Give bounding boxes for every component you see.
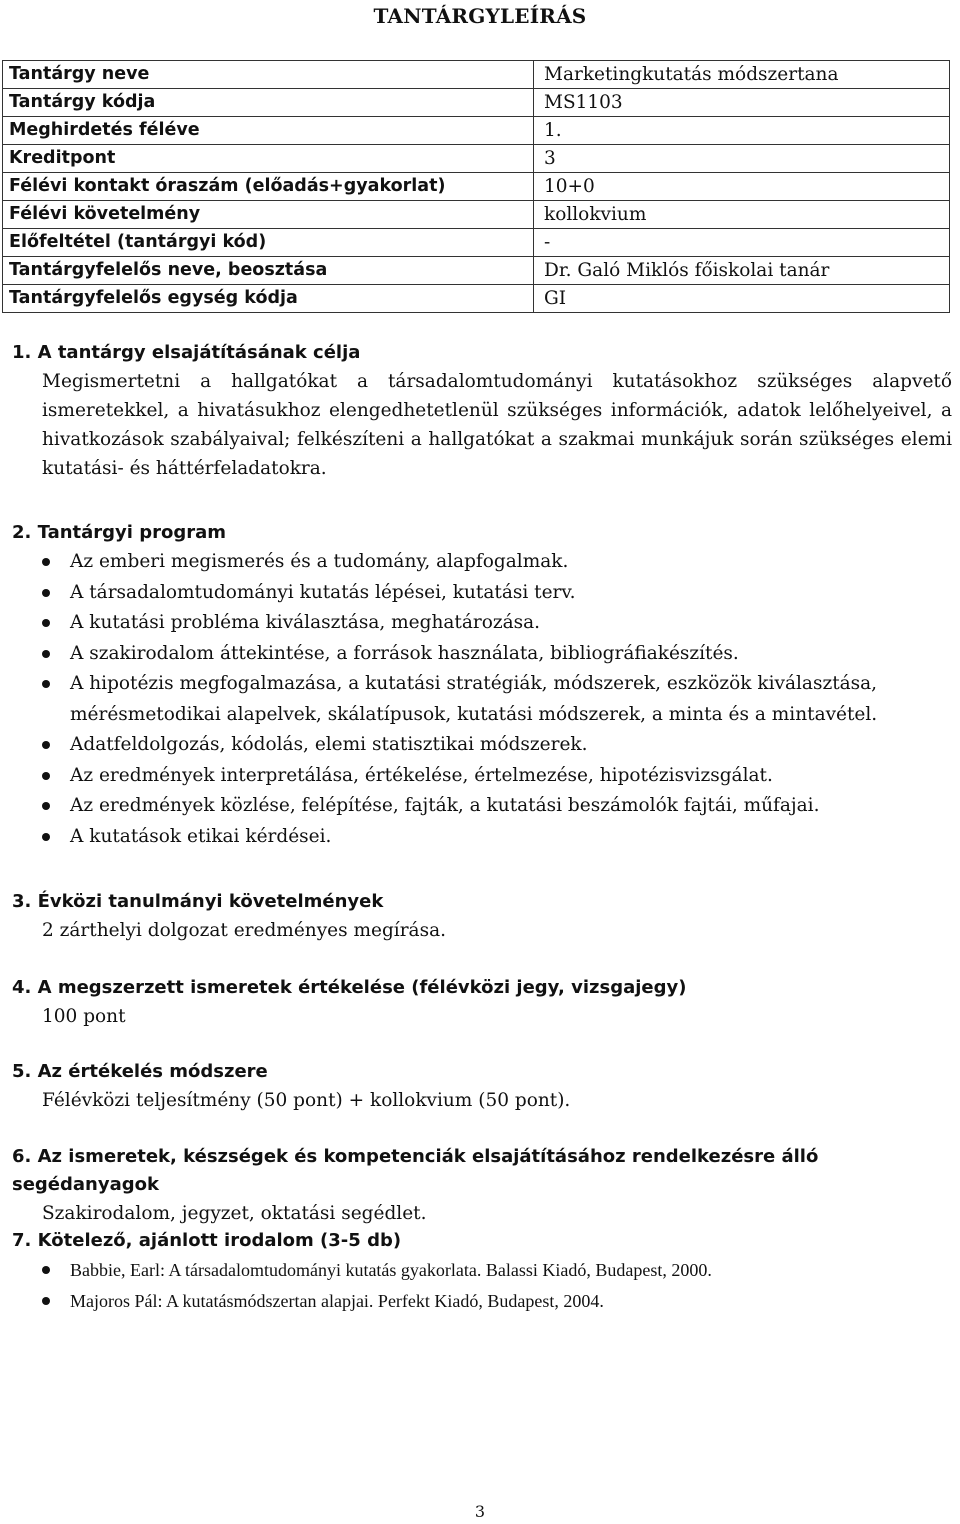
section-heading: 5. Az értékelés módszere xyxy=(12,1061,268,1082)
info-value: MS1103 xyxy=(534,89,950,117)
info-value: 1. xyxy=(534,117,950,145)
section-text: 2 zárthelyi dolgozat eredményes megírása. xyxy=(42,920,446,941)
section-heading: 4. A megszerzett ismeretek értékelése (félévközi jegy, vizsgajegy) xyxy=(12,977,687,998)
list-item: Az emberi megismerés és a tudomány, alapfogalmak. xyxy=(42,547,952,578)
list-item: Majoros Pál: A kutatásmódszertan alapjai. Perfekt Kiadó, Budapest, 2004. xyxy=(42,1286,952,1317)
list-item: Az eredmények interpretálása, értékelése, értelmezése, hipotézisvizsgálat. xyxy=(42,761,952,792)
info-key: Tantárgyfelelős neve, beosztása xyxy=(3,257,534,285)
table-row xyxy=(3,257,950,285)
table-row xyxy=(3,285,950,313)
section-text: 100 pont xyxy=(42,1006,126,1027)
course-info-table xyxy=(2,60,950,313)
info-key: Tantárgy kódja xyxy=(3,89,534,117)
info-value: Dr. Galó Miklós főiskolai tanár xyxy=(534,257,950,285)
page-number: 3 xyxy=(474,1502,486,1521)
section-heading: 7. Kötelező, ajánlott irodalom (3-5 db) xyxy=(12,1230,402,1251)
info-key: Kreditpont xyxy=(3,145,534,173)
section-method xyxy=(12,1058,952,1115)
info-value: kollokvium xyxy=(534,201,950,229)
literature-list xyxy=(12,1255,952,1316)
table-row xyxy=(3,117,950,145)
section-text: Félévközi teljesítmény (50 pont) + kollokvium (50 pont). xyxy=(42,1090,571,1111)
table-row xyxy=(3,229,950,257)
section-literature xyxy=(12,1227,952,1316)
info-value: 10+0 xyxy=(534,173,950,201)
section-text: Szakirodalom, jegyzet, oktatási segédlet. xyxy=(42,1203,427,1224)
program-list xyxy=(12,547,952,852)
info-key: Tantárgyfelelős egység kódja xyxy=(3,285,534,313)
section-materials xyxy=(12,1143,952,1228)
info-key: Félévi kontakt óraszám (előadás+gyakorlat) xyxy=(3,173,534,201)
table-row xyxy=(3,61,950,89)
table-row xyxy=(3,145,950,173)
list-item: A hipotézis megfogalmazása, a kutatási stratégiák, módszerek, eszközök kiválasztása, mérésmetodikai alapelvek, skálatípusok, kutatási módszerek, a minta és a mintavétel. xyxy=(42,669,952,730)
table-row xyxy=(3,201,950,229)
list-item: Babbie, Earl: A társadalomtudományi kutatás gyakorlata. Balassi Kiadó, Budapest, 2000. xyxy=(42,1255,952,1286)
info-key: Tantárgy neve xyxy=(3,61,534,89)
table-row xyxy=(3,173,950,201)
table-row xyxy=(3,89,950,117)
section-heading: 1. A tantárgy elsajátításának célja xyxy=(12,342,361,363)
list-item: A kutatások etikai kérdései. xyxy=(42,822,952,853)
section-heading: 6. Az ismeretek, készségek és kompetenciák elsajátításához rendelkezésre álló segédanyagok xyxy=(12,1146,819,1195)
list-item: A kutatási probléma kiválasztása, meghatározása. xyxy=(42,608,952,639)
document-title: TANTÁRGYLEÍRÁS xyxy=(373,4,587,28)
info-key: Félévi követelmény xyxy=(3,201,534,229)
section-course-goal xyxy=(12,339,952,483)
list-item: A szakirodalom áttekintése, a források használata, bibliográfiakészítés. xyxy=(42,639,952,670)
info-key: Meghirdetés féléve xyxy=(3,117,534,145)
list-item: Adatfeldolgozás, kódolás, elemi statisztikai módszerek. xyxy=(42,730,952,761)
list-item: A társadalomtudományi kutatás lépései, kutatási terv. xyxy=(42,578,952,609)
section-heading: 3. Évközi tanulmányi követelmények xyxy=(12,891,384,912)
section-evaluation xyxy=(12,974,952,1031)
section-requirements xyxy=(12,888,952,945)
section-heading: 2. Tantárgyi program xyxy=(12,522,227,543)
list-item: Az eredmények közlése, felépítése, fajták, a kutatási beszámolók fajtái, műfajai. xyxy=(42,791,952,822)
section-text: Megismertetni a hallgatókat a társadalomtudományi kutatásokhoz szükséges alapvető ismeretekkel, a hivatásukhoz elengedhetetlenül szükséges információk, adatok lelőhelyeivel, a hivatkozások szabályaival; felkészíteni a hallgatókat a szakmai munkájuk során szükséges elemi kutatási- és háttérfeladatokra. xyxy=(42,371,952,479)
info-value: GI xyxy=(534,285,950,313)
section-program xyxy=(12,519,952,852)
info-value: - xyxy=(534,229,950,257)
info-value: Marketingkutatás módszertana xyxy=(534,61,950,89)
info-value: 3 xyxy=(534,145,950,173)
info-key: Előfeltétel (tantárgyi kód) xyxy=(3,229,534,257)
